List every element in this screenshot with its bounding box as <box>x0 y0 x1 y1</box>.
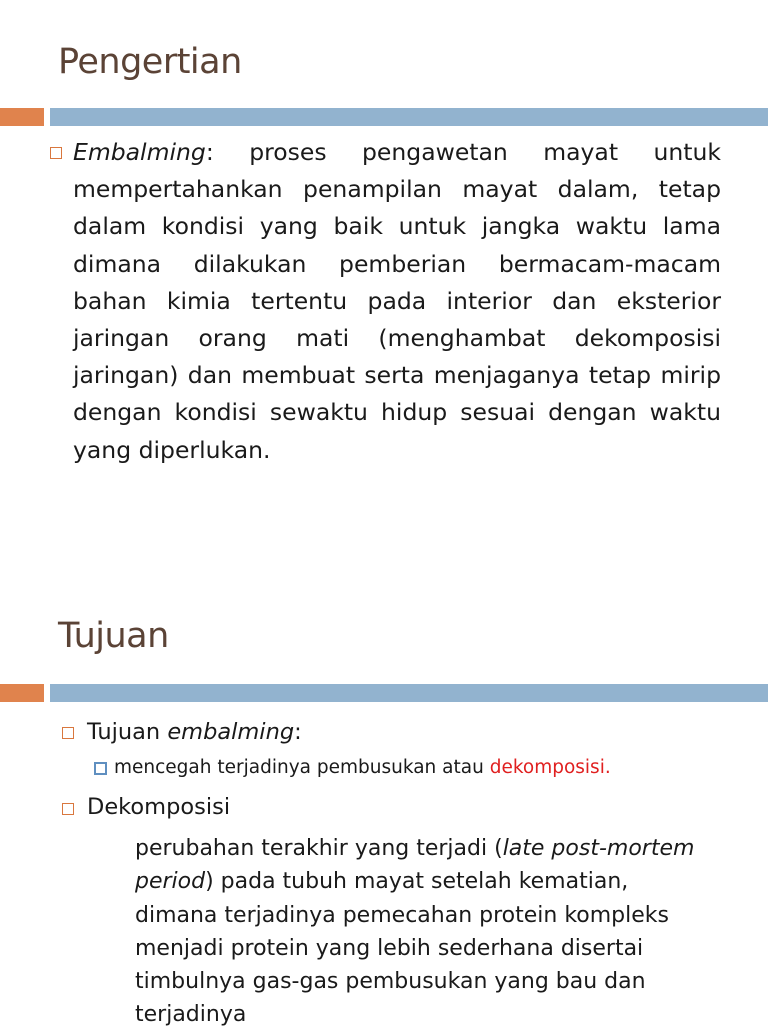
sub-bullet-text: mencegah terjadinya pembusukan atau <box>114 757 490 778</box>
hollow-square-icon <box>62 803 74 815</box>
bullet-dekomposisi: Dekomposisi <box>87 794 231 820</box>
bullet-tujuan <box>87 716 302 748</box>
bullet-suffix: : <box>294 719 302 745</box>
paragraph-italic: late post-mortem period <box>135 836 695 895</box>
slide-title: Pengertian <box>58 42 242 82</box>
slide-title: Tujuan <box>58 616 169 656</box>
divider-band <box>50 684 768 702</box>
sub-bullet-mencegah <box>114 754 611 782</box>
term-embalming: embalming <box>167 719 295 745</box>
dekomposisi-paragraph <box>135 832 695 1032</box>
paragraph-part2: ) pada tubuh mayat setelah kematian, dimana terjadinya pemecahan protein kompleks menjadi protein yang lebih sederhana disertai timbulnya gas-gas pembusukan yang bau dan terjadinya <box>135 869 669 1028</box>
bullet-prefix: Tujuan <box>87 719 168 745</box>
hollow-square-icon <box>62 727 74 739</box>
hollow-square-blue-icon <box>94 762 107 775</box>
paragraph-part1: perubahan terakhir yang terjadi ( <box>135 836 503 861</box>
title-divider <box>0 684 768 702</box>
definition-text: : proses pengawetan mayat untuk mempertahankan penampilan mayat dalam, tetap dalam kondisi yang baik untuk jangka waktu lama dimana dilakukan pemberian bermacam-macam bahan kimia tertentu pada interior dan eksterior jaringan orang mati (menghambat dekomposisi jaringan) dan membuat serta menjaganya tetap mirip dengan kondisi sewaktu hidup sesuai dengan waktu yang diperlukan. <box>73 138 721 464</box>
highlight-dekomposisi: dekomposisi. <box>489 757 611 778</box>
divider-accent <box>0 684 44 702</box>
term-embalming: Embalming <box>73 138 206 166</box>
